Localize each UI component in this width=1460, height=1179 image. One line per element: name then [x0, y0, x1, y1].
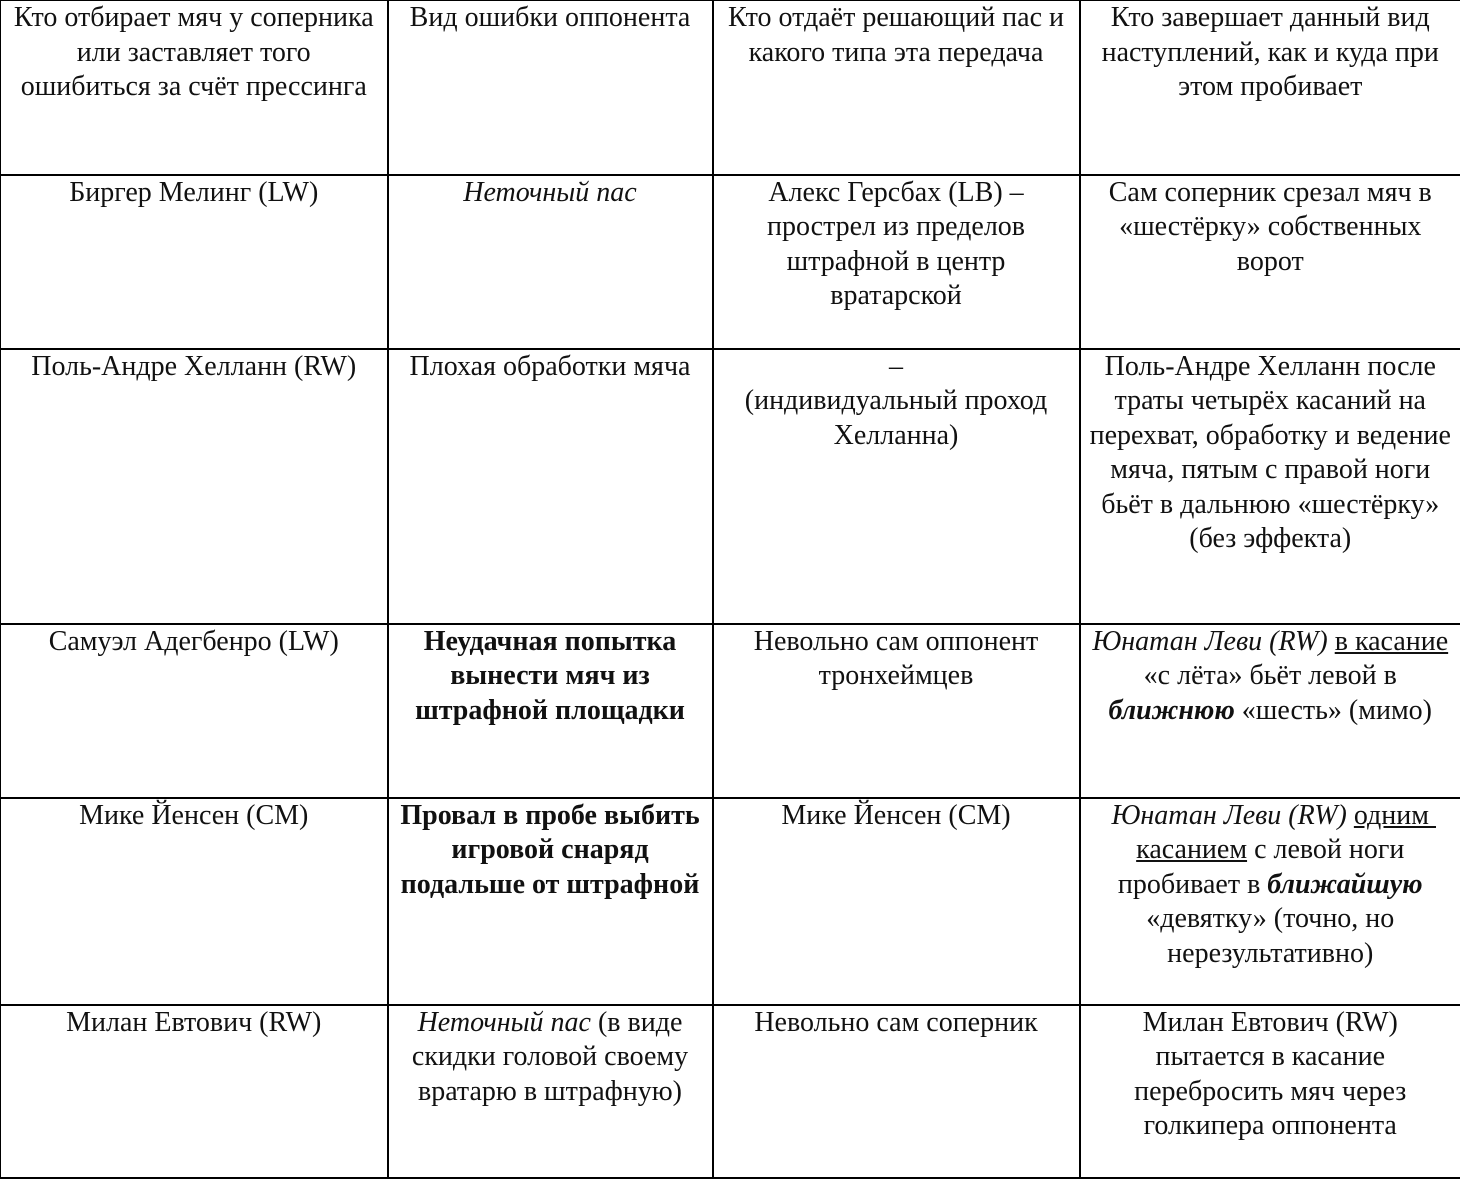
- header-cell-finish: [1080, 1, 1460, 175]
- header-text: Кто отбирает мяч у соперника или заставляет того ошибиться за счёт прессинга: [14, 2, 381, 102]
- error-italic: Неточный пас: [418, 1007, 591, 1038]
- table-row: [1, 175, 1460, 349]
- cell-pass: [713, 349, 1080, 624]
- winner-text: Поль-Андре Хелланн (RW): [31, 351, 356, 382]
- cell-winner: [1, 349, 388, 624]
- error-text: (в виде скидки головой своему вратарю в штрафную): [412, 1007, 695, 1107]
- cell-finish: [1080, 349, 1460, 624]
- header-text: Вид ошибки оппонента: [410, 2, 691, 33]
- cell-finish: [1080, 798, 1460, 1005]
- pass-text: (индивидуальный проход Хелланна): [745, 385, 1054, 451]
- pass-text: Невольно сам соперник: [754, 1007, 1037, 1038]
- table-row: [1, 798, 1460, 1005]
- header-cell-error: [388, 1, 713, 175]
- cell-error: [388, 624, 713, 798]
- pass-text: Алекс Герсбах (LB) – прострел из пределов штрафной в центр вратарской: [767, 177, 1032, 312]
- finish-text: «с лёта» бьёт левой в: [1144, 660, 1397, 691]
- finish-text: с левой ноги пробивает в: [1118, 834, 1411, 900]
- finish-emphasis: ближнюю: [1108, 695, 1234, 726]
- cell-error: [388, 1005, 713, 1178]
- finish-player: Юнатан Леви (RW): [1111, 800, 1346, 831]
- table-row: [1, 349, 1460, 624]
- finish-underlined: в касание: [1335, 626, 1448, 657]
- finish-player: Юнатан Леви (RW): [1092, 626, 1327, 657]
- finish-text: Поль-Андре Хелланн после траты четырёх касаний на перехват, обработку и ведение мяча, пятым с правой ноги бьёт в дальнюю «шестёрку» (без эффекта): [1090, 351, 1458, 555]
- cell-pass: [713, 798, 1080, 1005]
- winner-text: Милан Евтович (RW): [66, 1007, 321, 1038]
- finish-text: «шесть» (мимо): [1242, 695, 1432, 726]
- cell-finish: [1080, 624, 1460, 798]
- header-text: Кто отдаёт решающий пас и какого типа эта передача: [728, 2, 1071, 68]
- cell-error: [388, 798, 713, 1005]
- finish-text: Сам соперник срезал мяч в «шестёрку» собственных ворот: [1109, 177, 1439, 277]
- pass-text: Мике Йенсен (CM): [781, 800, 1010, 831]
- winner-text: Мике Йенсен (CM): [79, 800, 308, 831]
- cell-pass: [713, 175, 1080, 349]
- error-text: Неточный пас: [463, 177, 636, 208]
- finish-text: «девятку» (точно, но нерезультативно): [1146, 903, 1401, 969]
- cell-pass: [713, 1005, 1080, 1178]
- winner-text: Биргер Мелинг (LW): [69, 177, 318, 208]
- finish-text: Милан Евтович (RW) пытается в касание перебросить мяч через голкипера оппонента: [1134, 1007, 1413, 1142]
- winner-text: Самуэл Адегбенро (LW): [49, 626, 339, 657]
- cell-error: [388, 175, 713, 349]
- table-header-row: [1, 1, 1460, 175]
- header-cell-pass: [713, 1, 1080, 175]
- pass-dash: –: [889, 351, 903, 382]
- cell-finish: [1080, 1005, 1460, 1178]
- error-text: Провал в пробе выбить игровой снаряд подальше от штрафной: [400, 800, 706, 900]
- finish-emphasis: ближайшую: [1267, 869, 1422, 900]
- finish-underlined: одним касанием: [1136, 800, 1436, 866]
- cell-error: [388, 349, 713, 624]
- error-text: Плохая обработки мяча: [410, 351, 691, 382]
- cell-finish: [1080, 175, 1460, 349]
- error-text: Неудачная попытка вынести мяч из штрафной площадки: [415, 626, 685, 726]
- table-row: [1, 1005, 1460, 1178]
- cell-winner: [1, 175, 388, 349]
- table-row: [1, 624, 1460, 798]
- header-text: Кто завершает данный вид наступлений, как и куда при этом пробивает: [1102, 2, 1446, 102]
- cell-winner: [1, 624, 388, 798]
- cell-winner: [1, 1005, 388, 1178]
- pass-text: Невольно сам оппонент тронхеймцев: [754, 626, 1046, 692]
- cell-pass: [713, 624, 1080, 798]
- header-cell-winner: [1, 1, 388, 175]
- cell-winner: [1, 798, 388, 1005]
